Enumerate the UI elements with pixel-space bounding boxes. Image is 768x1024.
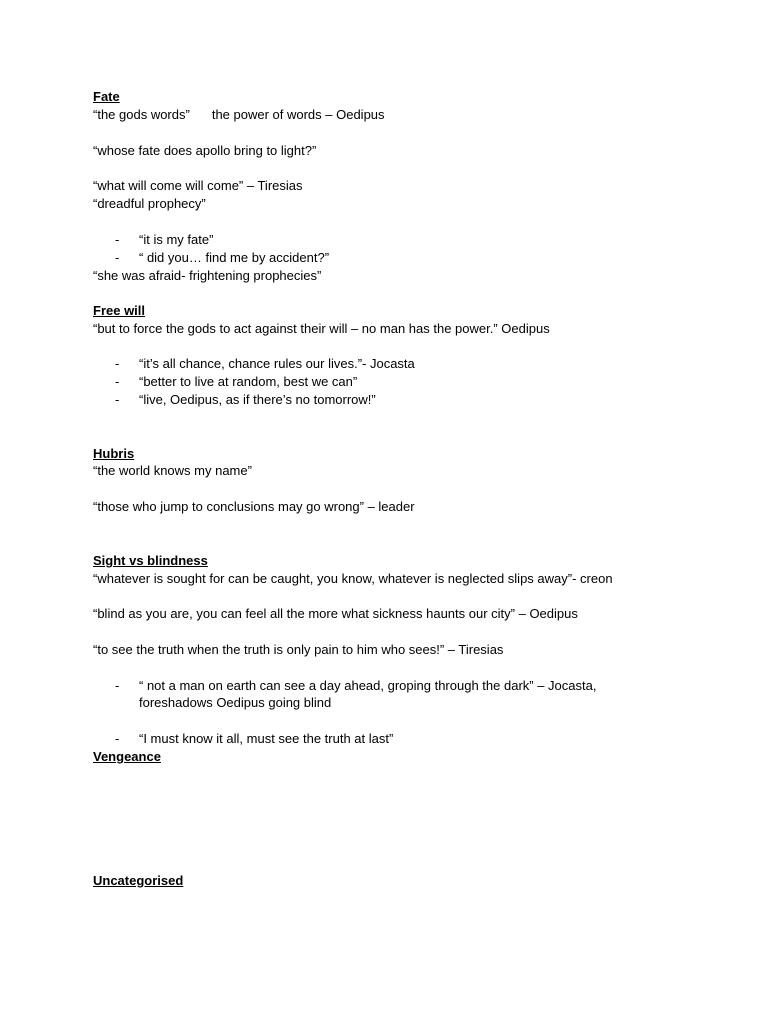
hubris-line-1: “the world knows my name” — [93, 463, 252, 478]
bullet-dash: - — [115, 356, 120, 371]
bullet-dash: - — [115, 678, 120, 693]
fate-line-4: “dreadful prophecy” — [93, 196, 206, 211]
fate-bullet-1: “it is my fate” — [139, 232, 214, 247]
bullet-dash: - — [115, 731, 120, 746]
sight-line-2: “blind as you are, you can feel all the more what sickness haunts our city” – Oedipus — [93, 606, 578, 621]
sight-line-1: “whatever is sought for can be caught, you know, whatever is neglected slips away”- creon — [93, 571, 613, 586]
bullet-dash: - — [115, 250, 120, 265]
fate-line-1 — [93, 106, 385, 124]
free-will-bullet-3: “live, Oedipus, as if there’s no tomorrow!” — [139, 392, 376, 407]
fate-bullet-2: “ did you… find me by accident?” — [139, 250, 330, 265]
heading-free-will: Free will — [93, 303, 146, 318]
free-will-bullet-2: “better to live at random, best we can” — [139, 374, 358, 389]
bullet-dash: - — [115, 232, 120, 247]
sight-line-3: “to see the truth when the truth is only pain to him who sees!” – Tiresias — [93, 642, 504, 657]
fate-line-2: “whose fate does apollo bring to light?” — [93, 143, 317, 158]
fate-note-power-of-words: the power of words – Oedipus — [211, 107, 385, 122]
hubris-line-2: “those who jump to conclusions may go wrong” – leader — [93, 499, 415, 514]
heading-vengeance: Vengeance — [93, 749, 161, 764]
fate-line-5: “she was afraid- frightening prophecies” — [93, 268, 322, 283]
free-will-bullet-1: “it’s all chance, chance rules our lives.”- Jocasta — [139, 356, 415, 371]
heading-fate: Fate — [93, 89, 120, 104]
bullet-dash: - — [115, 392, 120, 407]
free-will-line-1: “but to force the gods to act against their will – no man has the power.” Oedipus — [93, 321, 550, 336]
fate-quote-gods-words: “the gods words” — [93, 107, 190, 122]
sight-bullet-2: “I must know it all, must see the truth at last” — [139, 731, 394, 746]
sight-bullet-1-continued: foreshadows Oedipus going blind — [139, 695, 332, 710]
bullet-dash: - — [115, 374, 120, 389]
heading-sight-vs-blindness: Sight vs blindness — [93, 553, 208, 568]
heading-uncategorised: Uncategorised — [93, 873, 184, 888]
heading-hubris: Hubris — [93, 446, 135, 461]
fate-line-3: “what will come will come” – Tiresias — [93, 178, 303, 193]
sight-bullet-1: “ not a man on earth can see a day ahead, groping through the dark” – Jocasta, — [139, 678, 597, 693]
